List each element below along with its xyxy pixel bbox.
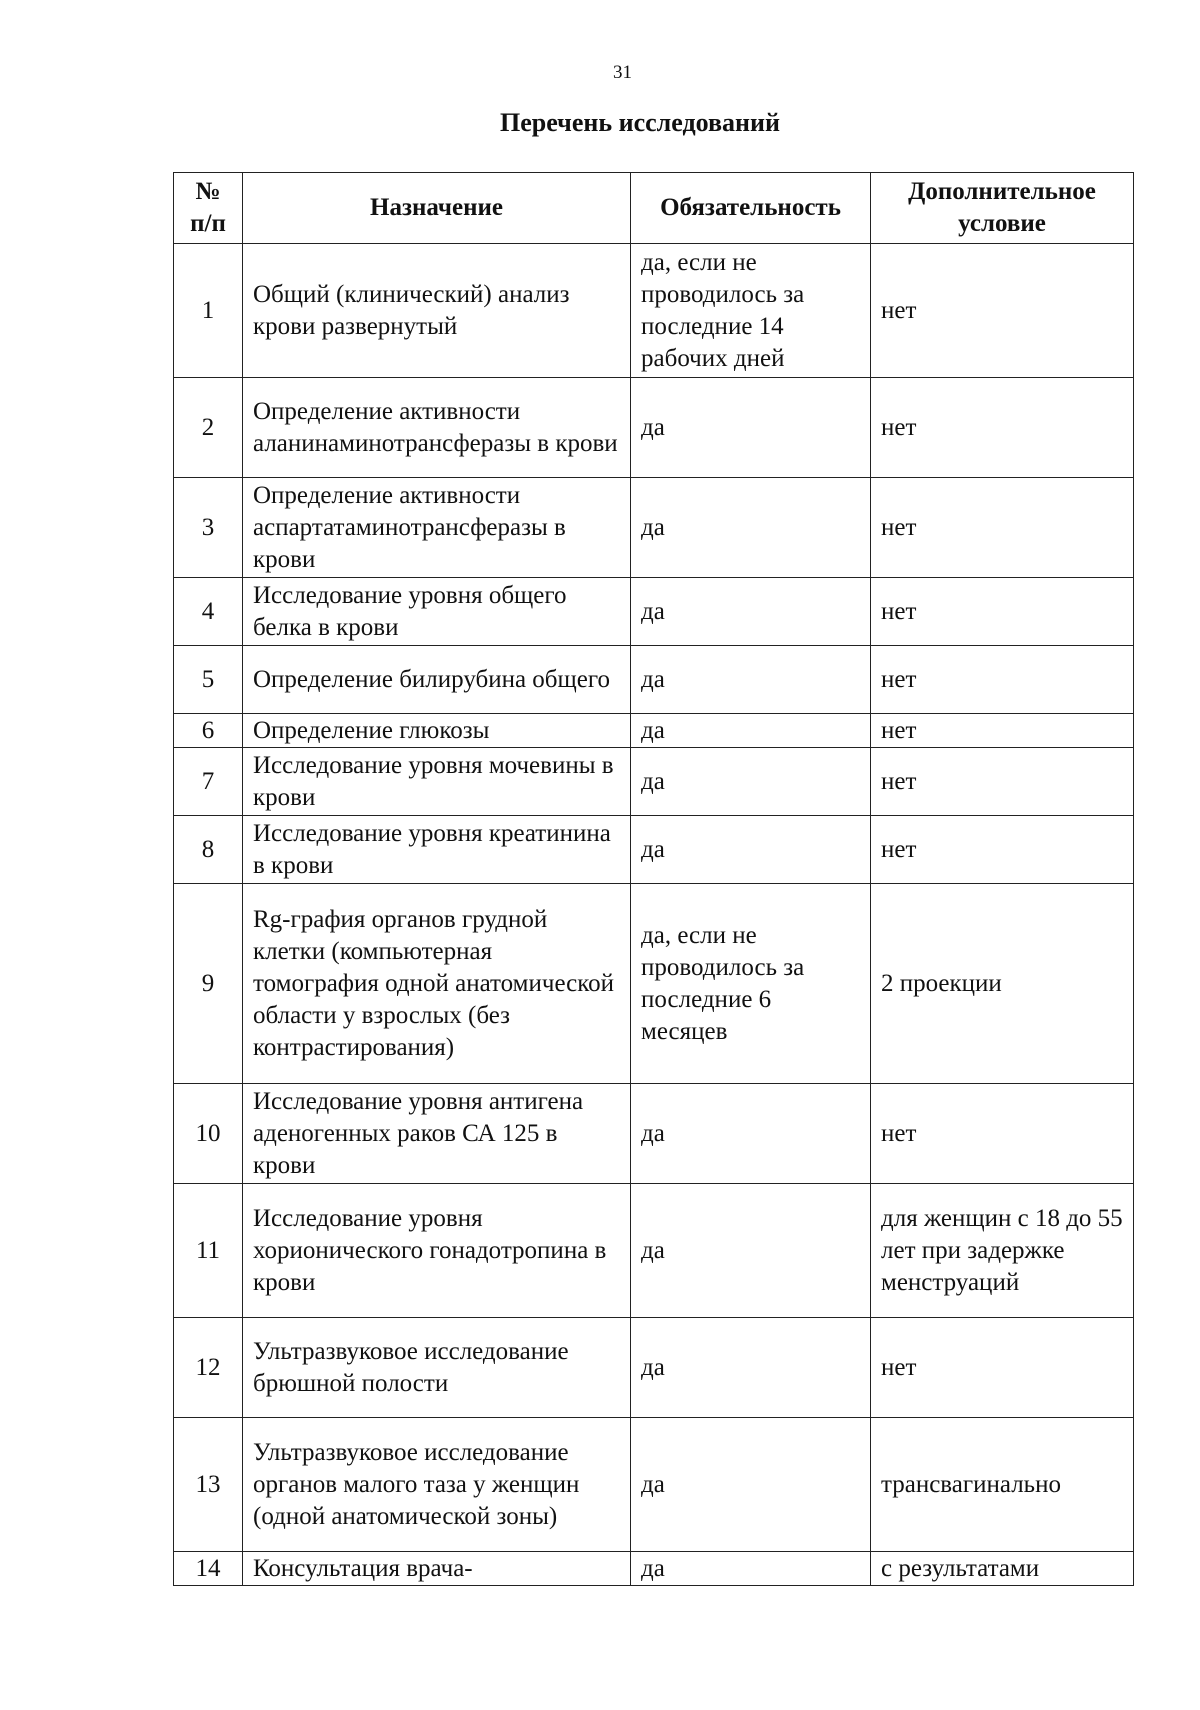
table-row bbox=[174, 1318, 1134, 1418]
table-row bbox=[174, 816, 1134, 884]
table-row bbox=[174, 714, 1134, 748]
row-number: 4 bbox=[174, 578, 243, 646]
row-purpose: Исследование уровня общего белка в крови bbox=[243, 578, 631, 646]
row-condition: нет bbox=[871, 816, 1134, 884]
row-number: 10 bbox=[174, 1084, 243, 1184]
row-condition: с результатами bbox=[871, 1552, 1134, 1586]
row-purpose: Исследование уровня хорионического гонадотропина в крови bbox=[243, 1184, 631, 1318]
row-number: 5 bbox=[174, 646, 243, 714]
table-header-row bbox=[174, 173, 1134, 244]
row-condition: нет bbox=[871, 244, 1134, 378]
row-purpose: Ультразвуковое исследование брюшной полости bbox=[243, 1318, 631, 1418]
row-purpose: Определение билирубина общего bbox=[243, 646, 631, 714]
row-mandatory: да bbox=[631, 578, 871, 646]
row-purpose: Исследование уровня креатинина в крови bbox=[243, 816, 631, 884]
row-mandatory: да bbox=[631, 1418, 871, 1552]
table-row bbox=[174, 646, 1134, 714]
row-number: 13 bbox=[174, 1418, 243, 1552]
row-purpose: Определение активности аланинаминотрансферазы в крови bbox=[243, 378, 631, 478]
table-row bbox=[174, 1552, 1134, 1586]
row-mandatory: да bbox=[631, 646, 871, 714]
table-row bbox=[174, 1418, 1134, 1552]
row-number: 8 bbox=[174, 816, 243, 884]
row-purpose: Определение глюкозы bbox=[243, 714, 631, 748]
row-condition: трансвагинально bbox=[871, 1418, 1134, 1552]
header-mandatory: Обязательность bbox=[631, 173, 871, 244]
row-mandatory: да, если не проводилось за последние 6 месяцев bbox=[631, 884, 871, 1084]
row-mandatory: да bbox=[631, 714, 871, 748]
table-row bbox=[174, 748, 1134, 816]
row-condition: для женщин с 18 до 55 лет при задержке менструаций bbox=[871, 1184, 1134, 1318]
row-purpose: Консультация врача- bbox=[243, 1552, 631, 1586]
row-number: 7 bbox=[174, 748, 243, 816]
row-condition: нет bbox=[871, 1318, 1134, 1418]
row-purpose: Rg-графия органов грудной клетки (компьютерная томография одной анатомической области у взрослых (без контрастирования) bbox=[243, 884, 631, 1084]
row-mandatory: да bbox=[631, 478, 871, 578]
row-purpose: Определение активности аспартатаминотрансферазы в крови bbox=[243, 478, 631, 578]
page-number: 31 bbox=[613, 62, 632, 83]
row-number: 3 bbox=[174, 478, 243, 578]
table-row bbox=[174, 1184, 1134, 1318]
row-mandatory: да bbox=[631, 748, 871, 816]
table-row bbox=[174, 578, 1134, 646]
row-purpose: Исследование уровня мочевины в крови bbox=[243, 748, 631, 816]
row-condition: нет bbox=[871, 378, 1134, 478]
row-number: 9 bbox=[174, 884, 243, 1084]
document-title: Перечень исследований bbox=[500, 108, 780, 137]
table-row bbox=[174, 478, 1134, 578]
row-mandatory: да bbox=[631, 1318, 871, 1418]
row-number: 1 bbox=[174, 244, 243, 378]
row-mandatory: да, если не проводилось за последние 14 рабочих дней bbox=[631, 244, 871, 378]
row-condition: 2 проекции bbox=[871, 884, 1134, 1084]
row-mandatory: да bbox=[631, 378, 871, 478]
row-purpose: Общий (клинический) анализ крови развернутый bbox=[243, 244, 631, 378]
row-number: 14 bbox=[174, 1552, 243, 1586]
row-number: 11 bbox=[174, 1184, 243, 1318]
table-row bbox=[174, 244, 1134, 378]
row-number: 12 bbox=[174, 1318, 243, 1418]
row-condition: нет bbox=[871, 478, 1134, 578]
row-purpose: Ультразвуковое исследование органов малого таза у женщин (одной анатомической зоны) bbox=[243, 1418, 631, 1552]
row-number: 6 bbox=[174, 714, 243, 748]
header-num: № п/п bbox=[174, 173, 243, 244]
table-row bbox=[174, 1084, 1134, 1184]
row-mandatory: да bbox=[631, 1184, 871, 1318]
row-number: 2 bbox=[174, 378, 243, 478]
row-condition: нет bbox=[871, 578, 1134, 646]
row-mandatory: да bbox=[631, 1084, 871, 1184]
row-mandatory: да bbox=[631, 816, 871, 884]
header-condition: Дополнительное условие bbox=[871, 173, 1134, 244]
row-condition: нет bbox=[871, 646, 1134, 714]
row-condition: нет bbox=[871, 748, 1134, 816]
studies-table bbox=[173, 172, 1134, 1586]
row-purpose: Исследование уровня антигена аденогенных раков СА 125 в крови bbox=[243, 1084, 631, 1184]
row-condition: нет bbox=[871, 714, 1134, 748]
table-row bbox=[174, 884, 1134, 1084]
row-mandatory: да bbox=[631, 1552, 871, 1586]
row-condition: нет bbox=[871, 1084, 1134, 1184]
table-row bbox=[174, 378, 1134, 478]
header-purpose: Назначение bbox=[243, 173, 631, 244]
